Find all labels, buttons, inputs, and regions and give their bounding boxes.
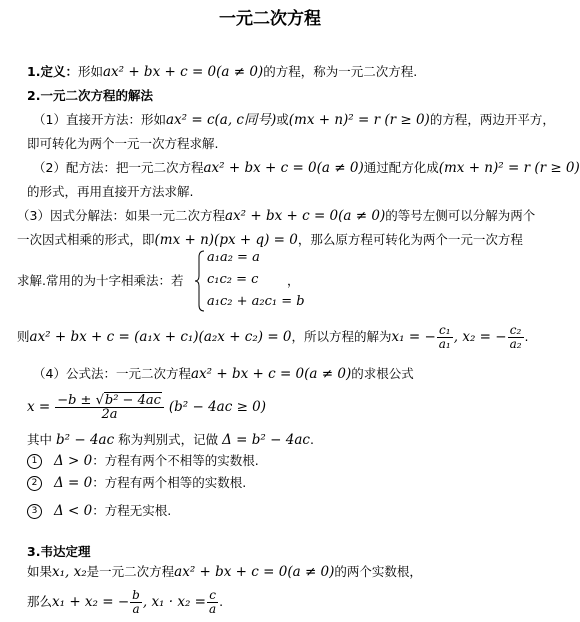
formula-pre: 一元二次方程 <box>115 366 191 381</box>
formula-condition: (b² − 4ac ≥ 0) <box>168 399 267 415</box>
direct-eq2: (mx + n)² = r (r ≥ 0) <box>288 112 430 128</box>
factoring-eq1: ax² + bx + c = 0(a ≠ 0) <box>224 208 386 224</box>
formula-radicand: b² − 4ac <box>104 393 161 408</box>
definition-equation: ax² + bx + c = 0(a ≠ 0) <box>102 64 264 80</box>
system-comma: ， <box>287 273 300 288</box>
case-1-condition: Δ > 0 <box>54 453 93 469</box>
vieta-line-2 <box>27 587 223 617</box>
disc-mid: 称为判别式，记做 <box>118 432 219 447</box>
root-x1-denominator: a₁ <box>438 337 451 351</box>
disc-pre: 其中 <box>27 432 53 447</box>
definition-line <box>27 63 417 81</box>
disc-eq: Δ = b² − 4ac <box>222 432 310 448</box>
case-2-condition: Δ = 0 <box>54 475 93 491</box>
case-row-2 <box>27 474 246 492</box>
root-x2-numerator: c₂ <box>508 324 524 338</box>
formula-fraction <box>55 394 164 421</box>
disc-end: . <box>309 432 314 447</box>
system-row-2: c₁c₂ = c <box>207 272 259 287</box>
factoring-pre: 如果一元二次方程 <box>124 208 225 223</box>
vieta-prod-lhs: , x₁ · x₂ = <box>142 594 206 610</box>
vieta-post: 的两个实数根， <box>334 564 422 579</box>
vieta-line-1 <box>27 563 422 581</box>
discriminant-line <box>27 431 314 449</box>
case-1-text: ：方程有两个不相等的实数根. <box>92 453 259 468</box>
square-eq1: ax² + bx + c = 0(a ≠ 0) <box>203 160 364 176</box>
formula-label: （4）公式法： <box>33 366 116 381</box>
square-pre: 把一元二次方程 <box>115 160 204 175</box>
direct-label: （1）直接开方法： <box>33 112 141 127</box>
direct-post: 的方程，两边开平方， <box>429 112 555 127</box>
vieta-prod-fraction <box>207 589 218 616</box>
factoring-line-3: 求解.常用的为十字相乘法：若 <box>17 273 184 288</box>
factoring-line-2 <box>17 231 523 249</box>
system-row-3: a₁c₂ + a₂c₁ = b <box>207 294 305 309</box>
vieta-sum-denominator: a <box>132 602 140 616</box>
square-label: （2）配方法： <box>33 160 116 175</box>
formula-numerator: −b ± √b² − 4ac <box>55 394 164 408</box>
factoring-eq2: (mx + n)(px + q) = 0 <box>154 232 298 248</box>
factoring-label: （3）因式分解法： <box>17 208 125 223</box>
factoring-line2-pre: 一次因式相乘的形式，即 <box>17 232 155 247</box>
square-eq2: (mx + n)² = r (r ≥ 0) <box>438 160 580 176</box>
factoring-line4-mid: ，所以方程的解为 <box>291 329 392 344</box>
quadratic-formula <box>27 391 266 423</box>
system-row-1: a₁a₂ = a <box>207 250 260 265</box>
vieta-sum-lhs: x₁ + x₂ = − <box>52 594 130 610</box>
root-x1-numerator: c₁ <box>437 324 453 338</box>
circled-number-3: 3 <box>27 504 42 519</box>
square-line-2: 的形式，再用直接开方法求解. <box>27 184 194 199</box>
page-title: 一元二次方程 <box>219 9 321 29</box>
direct-line-1 <box>33 111 555 129</box>
case-3-condition: Δ < 0 <box>54 503 93 519</box>
direct-pre: 形如 <box>140 112 166 127</box>
circled-number-1: 1 <box>27 454 42 469</box>
vieta-sum-numerator: b <box>132 588 140 602</box>
formula-denominator: 2a <box>101 407 118 422</box>
left-brace-icon <box>195 250 205 312</box>
vieta-sum-fraction <box>130 589 142 616</box>
formula-x-lhs: x = <box>27 399 51 415</box>
square-line-1 <box>33 159 580 177</box>
vieta-line2-pre: 那么 <box>27 594 53 609</box>
factoring-line-1 <box>17 207 535 225</box>
direct-mid: 或 <box>276 112 289 127</box>
formula-line-1 <box>33 365 414 383</box>
vieta-prod-numerator: c <box>207 589 218 603</box>
vieta-prod-denominator: a <box>208 602 217 616</box>
factoring-line4-end: . <box>524 329 529 344</box>
case-row-3 <box>27 502 171 520</box>
formula-num-pre: −b ± <box>57 393 92 408</box>
factoring-line2-post: ，那么原方程可转化为两个一元一次方程 <box>297 232 523 247</box>
definition-post: 的方程，称为一元二次方程. <box>263 64 418 79</box>
definition-heading: 1.定义： <box>27 64 78 79</box>
solutions-heading: 2.一元二次方程的解法 <box>27 88 153 103</box>
vieta-pre: 如果 <box>27 564 53 579</box>
factoring-eq3: ax² + bx + c = (a₁x + c₁)(a₂x + c₂) = 0 <box>29 329 292 345</box>
root-x1-fraction <box>437 324 453 351</box>
case-2-text: ：方程有两个相等的实数根. <box>92 475 247 490</box>
definition-pre: 形如 <box>77 64 103 79</box>
disc-expr: b² − 4ac <box>56 432 115 448</box>
direct-eq1: ax² = c(a, c同号) <box>165 112 277 128</box>
square-mid: 通过配方化成 <box>363 160 439 175</box>
case-row-1 <box>27 452 259 470</box>
case-3-text: ：方程无实根. <box>92 503 172 518</box>
root-x1-lhs: x₁ = − <box>391 329 436 345</box>
formula-post: 的求根公式 <box>351 366 414 381</box>
factoring-post: 的等号左侧可以分解为两个 <box>385 208 536 223</box>
circled-number-2: 2 <box>27 476 42 491</box>
vieta-mid: 是一元二次方程 <box>86 564 175 579</box>
vieta-line2-end: . <box>219 594 224 609</box>
direct-line-2: 即可转化为两个一元一次方程求解. <box>27 136 219 151</box>
vieta-heading: 3.韦达定理 <box>27 544 91 559</box>
vieta-roots: x₁, x₂ <box>52 564 87 580</box>
root-x2-fraction <box>508 324 524 351</box>
formula-eq1: ax² + bx + c = 0(a ≠ 0) <box>190 366 352 382</box>
root-x2-lhs: , x₂ = − <box>453 329 507 345</box>
factoring-line-4 <box>17 322 529 352</box>
factoring-line4-pre: 则 <box>17 329 30 344</box>
root-x2-denominator: a₂ <box>509 337 522 351</box>
vieta-eq1: ax² + bx + c = 0(a ≠ 0) <box>174 564 335 580</box>
